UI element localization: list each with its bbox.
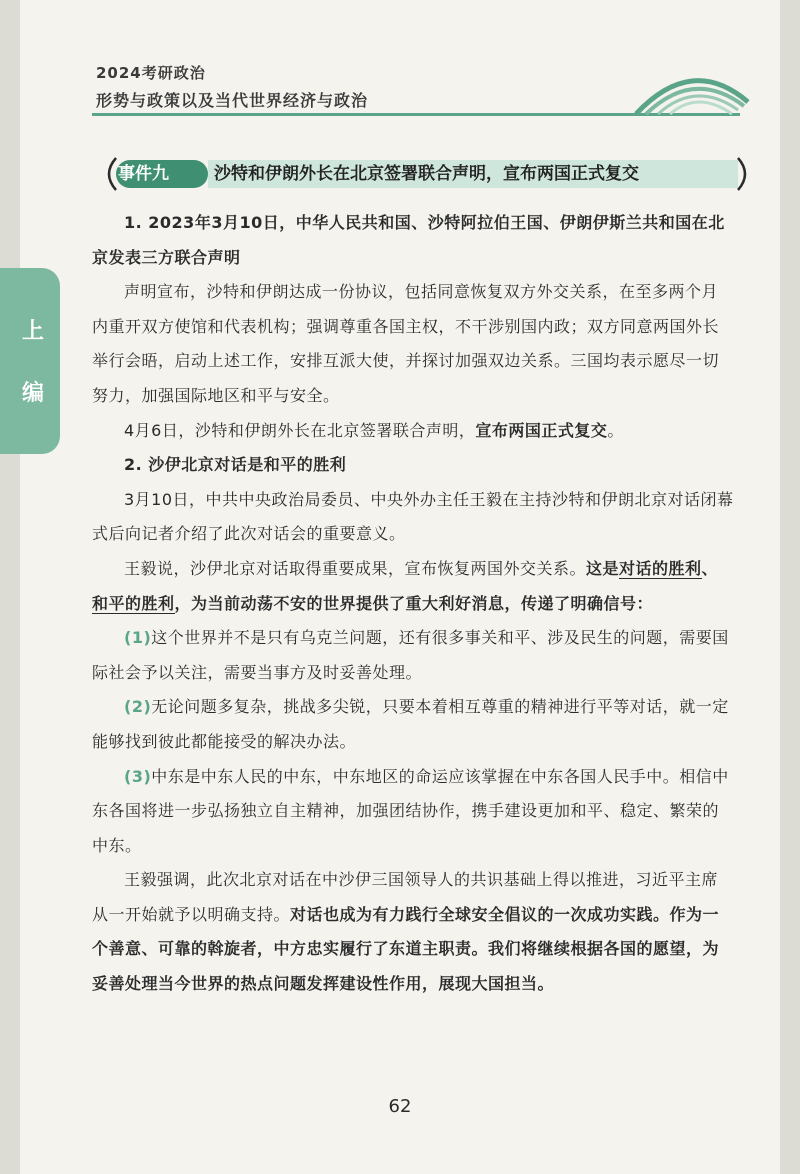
- section-2-heading: 2. 沙伊北京对话是和平的胜利: [124, 455, 347, 475]
- list-text: 这个世界并不是只有乌克兰问题，还有很多事关和平、涉及民生的问题，需要国际社会予以关注，需要当事方及时妥善处理。: [92, 628, 729, 682]
- text-run: 王毅强调，此次北京对话在中沙伊三国领导人的共识基础上得以推进，习近平主席从一开始就予以明确支持。: [92, 870, 719, 924]
- paragraph: 声明宣布，沙特和伊朗达成一份协议，包括同意恢复双方外交关系，在至多两个月内重开双方使馆和代表机构；强调尊重各国主权，不干涉别国内政；双方同意两国外长举行会晤，启动上述工作，安排互派大使，并探讨加强双边关系。三国均表示愿尽一切努力，加强国际地区和平与安全。: [92, 282, 720, 405]
- event-tag: 事件九: [118, 164, 169, 184]
- text-run: 。: [607, 420, 624, 440]
- article-body: [92, 206, 734, 1002]
- book-page: [20, 0, 780, 1174]
- bold-text: 宣布两国正式复交: [475, 420, 608, 440]
- section-1-heading: 1. 2023年3月10日，中华人民共和国、沙特阿拉伯王国、伊朗伊斯兰共和国在北京发表三方联合声明: [92, 213, 725, 267]
- list-text: 中东是中东人民的中东，中东地区的命运应该掌握在中东各国人民手中。相信中东各国将进一步弘扬独立自主精神，加强团结协作，携手建设更加和平、稳定、繁荣的中东。: [92, 766, 729, 855]
- bold-text: 、: [701, 558, 719, 578]
- text-run: 4月6日，沙特和伊朗外长在北京签署联合声明，: [124, 420, 476, 440]
- bold-text: ，为当前动荡不安的世界提供了重大利好消息，传递了明确信号：: [174, 593, 654, 613]
- bold-text: 这是: [586, 558, 620, 578]
- paragraph: [92, 414, 734, 449]
- header-book-title: 形势与政策以及当代世界经济与政治: [96, 91, 369, 110]
- page-number: 62: [388, 1096, 412, 1117]
- header-arc-logo: [632, 62, 752, 118]
- underlined-text: 对话的胜利: [619, 558, 702, 578]
- paragraph: [92, 552, 734, 621]
- list-number: (1): [124, 628, 152, 648]
- list-number: (2): [124, 697, 152, 717]
- text-run: 王毅说，沙伊北京对话取得重要成果，宣布恢复两国外交关系。: [124, 558, 587, 578]
- paragraph: 3月10日，中共中央政治局委员、中央外办主任王毅在主持沙特和伊朗北京对话闭幕式后向记者介绍了此次对话会的重要意义。: [92, 489, 734, 544]
- list-item: [92, 690, 734, 759]
- paragraph: [92, 863, 734, 1001]
- header-exam-title: 2024考研政治: [96, 64, 206, 82]
- side-tab-char-bottom: 编: [22, 381, 45, 406]
- list-text: 无论问题多复杂，挑战多尖锐，只要本着相互尊重的精神进行平等对话，就一定能够找到彼此都能接受的解决办法。: [92, 697, 729, 751]
- underlined-text: 和平的胜利: [92, 593, 175, 613]
- side-tab-char-top: 上: [22, 319, 45, 344]
- list-number: (3): [124, 766, 152, 786]
- event-title: 沙特和伊朗外长在北京签署联合声明，宣布两国正式复交: [214, 164, 639, 184]
- list-item: [92, 621, 734, 690]
- side-tab: [0, 268, 60, 454]
- list-item: [92, 760, 734, 864]
- event-heading: [102, 154, 752, 194]
- bold-text: 对话也成为有力践行全球安全倡议的一次成功实践。作为一个善意、可靠的斡旋者，中方忠实履行了东道主职责。我们将继续根据各国的愿望，为妥善处理当今世界的热点问题发挥建设性作用，展现大国担当。: [92, 904, 720, 994]
